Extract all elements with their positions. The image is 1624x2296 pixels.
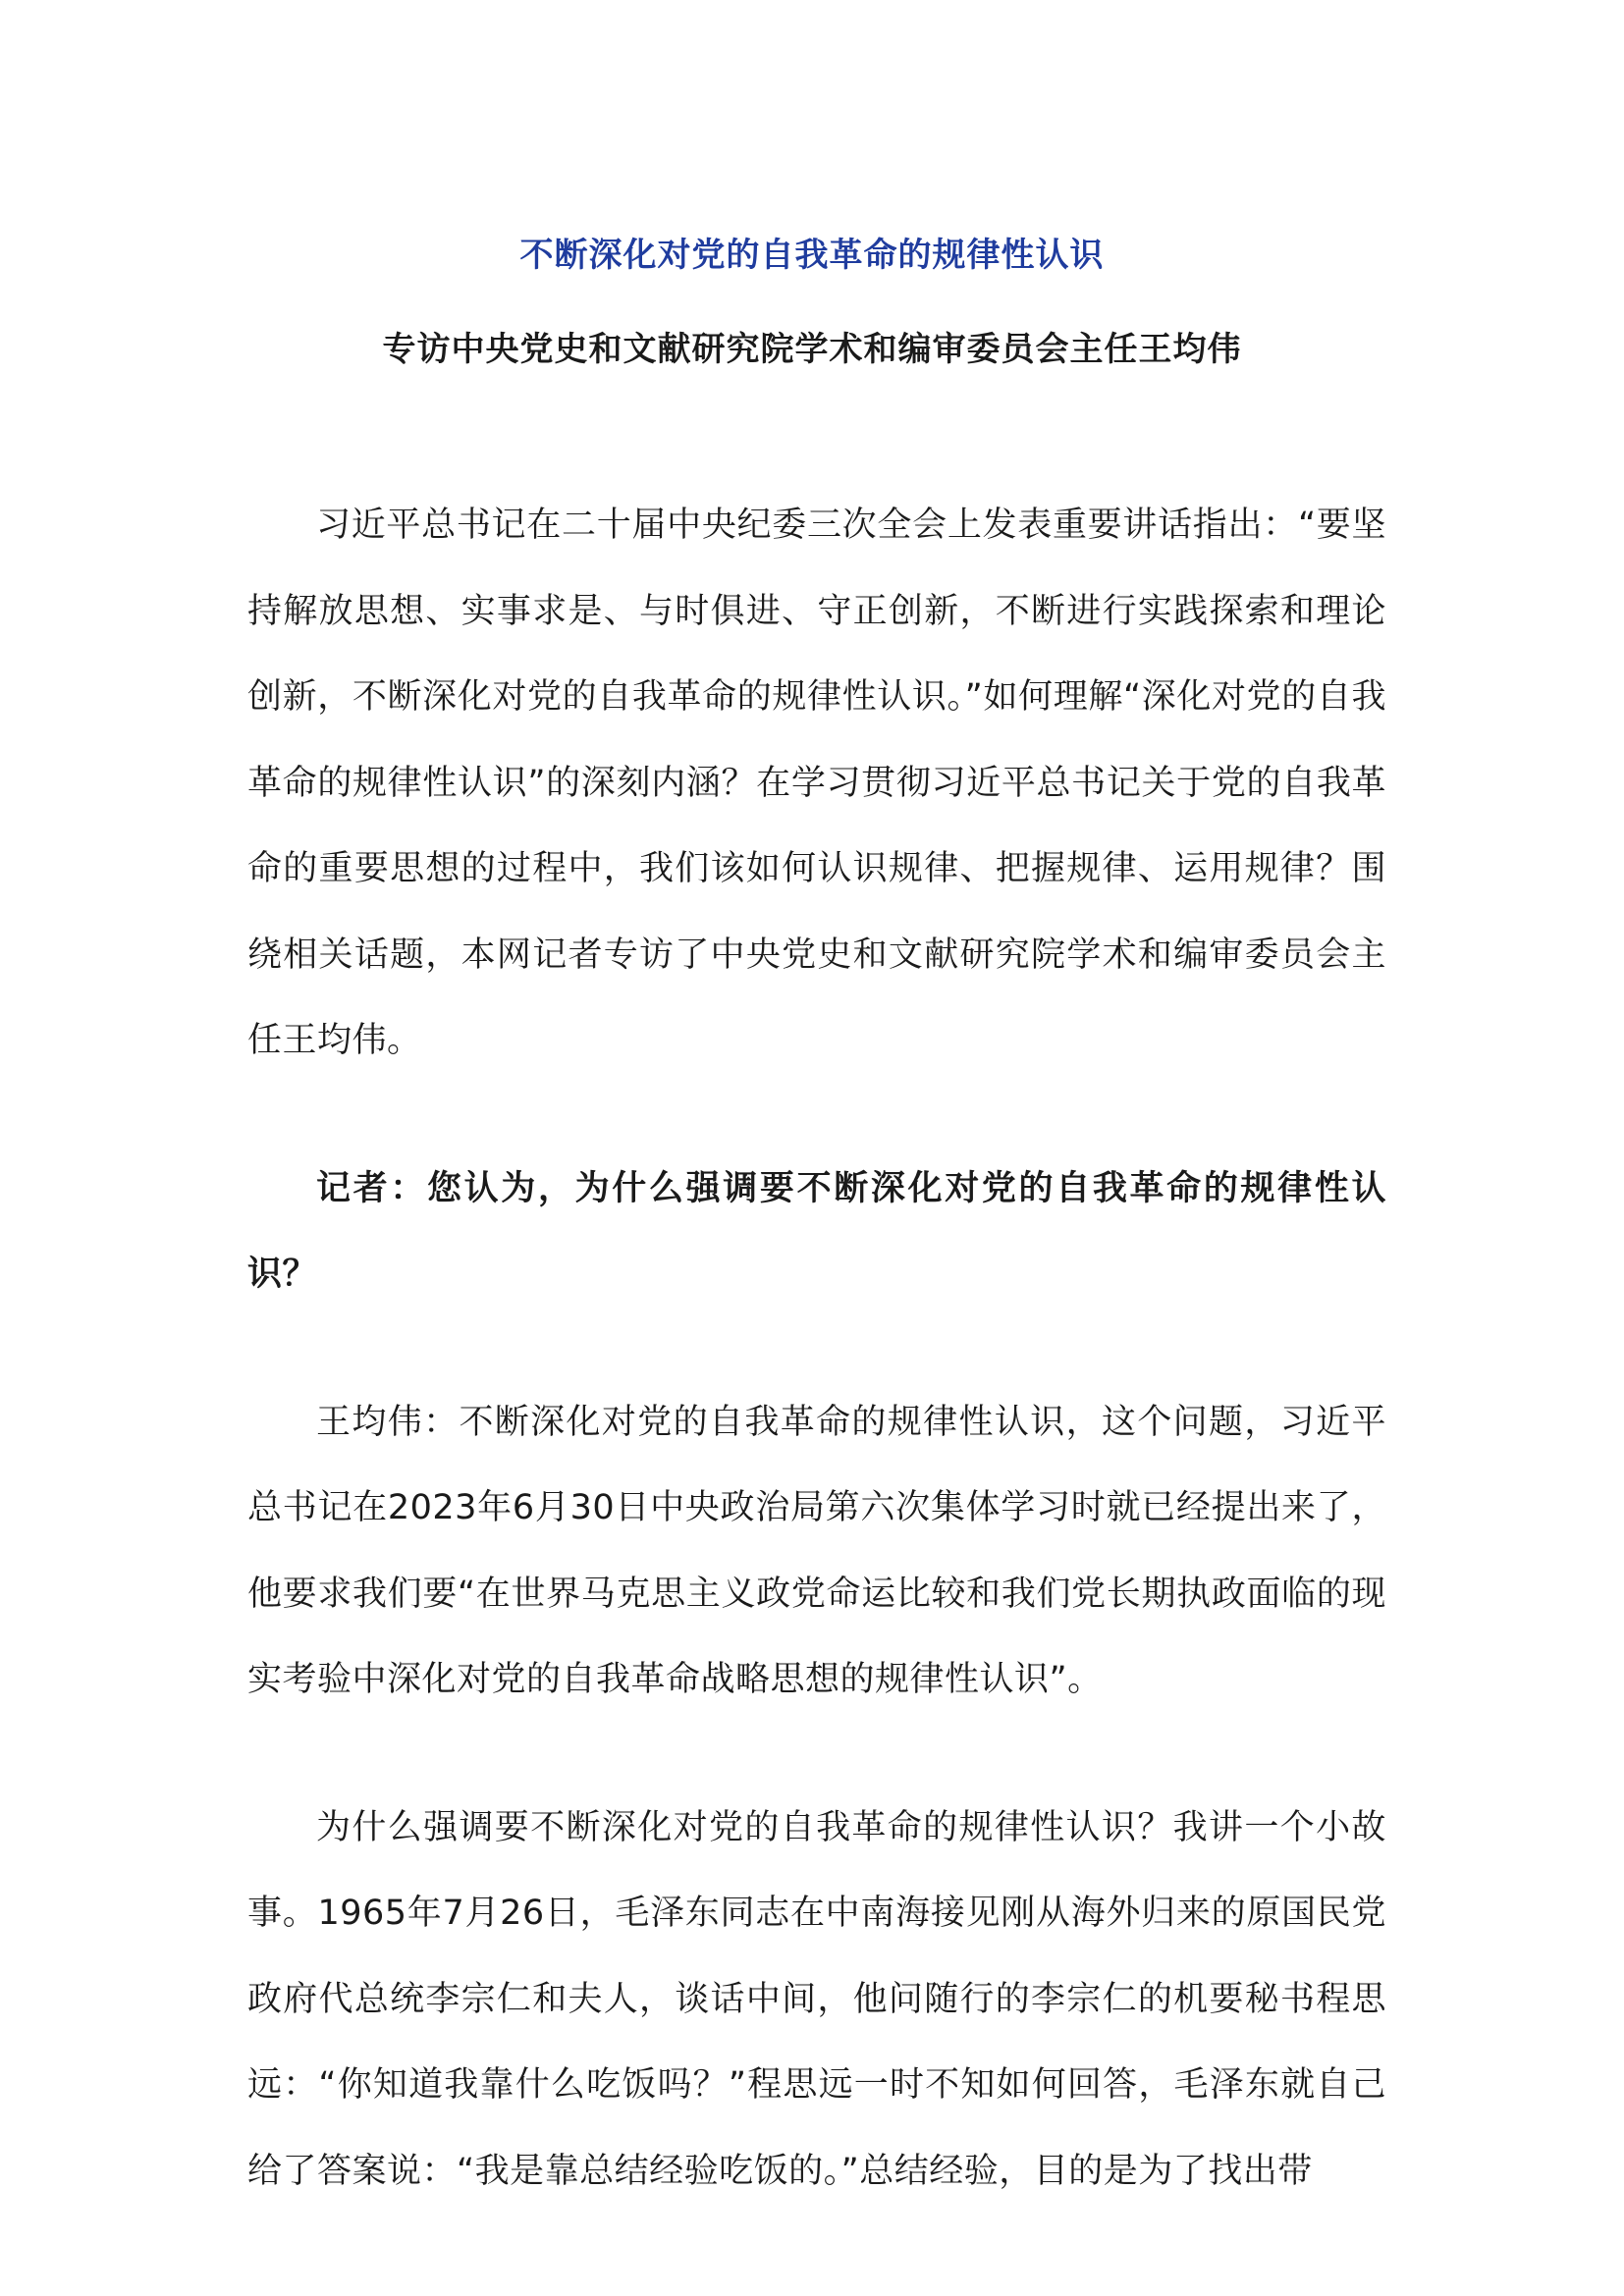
story-paragraph: 为什么强调要不断深化对党的自我革命的规律性认识？我讲一个小故事。1965年7月26日，毛泽东同志在中南海接见刚从海外归来的原国民党政府代总统李宗仁和夫人，谈话中间，他问随行的李宗仁的机要秘书程思远：“你知道我靠什么吃饭吗？”程思远一时不知如何回答，毛泽东就自己给了答案说：“我是靠总结经验吃饭的。”总结经验，目的是为了找出带 (247, 1807, 1386, 2191)
article-title: 不断深化对党的自我革命的规律性认识 (519, 236, 1105, 275)
intro-paragraph: 习近平总书记在二十届中央纪委三次全会上发表重要讲话指出：“要坚持解放思想、实事求是、与时俱进、守正创新，不断进行实践探索和理论创新，不断深化对党的自我革命的规律性认识。”如何理解“深化对党的自我革命的规律性认识”的深刻内涵？在学习贯彻习近平总书记关于党的自我革命的重要思想的过程中，我们该如何认识规律、把握规律、运用规律？围绕相关话题，本网记者专访了中央党史和文献研究院学术和编审委员会主任王均伟。 (247, 506, 1386, 1060)
article-subtitle: 专访中央党史和文献研究院学术和编审委员会主任王均伟 (382, 330, 1242, 369)
answer-paragraph: 王均伟：不断深化对党的自我革命的规律性认识，这个问题，习近平总书记在2023年6月30日中央政治局第六次集体学习时就已经提出来了，他要求我们要“在世界马克思主义政党命运比较和我们党长期执政面临的现实考验中深化对党的自我革命战略思想的规律性认识”。 (247, 1402, 1386, 1699)
article-body (247, 483, 1386, 2276)
interview-question: 记者：您认为，为什么强调要不断深化对党的自我革命的规律性认识？ (247, 1168, 1386, 1294)
